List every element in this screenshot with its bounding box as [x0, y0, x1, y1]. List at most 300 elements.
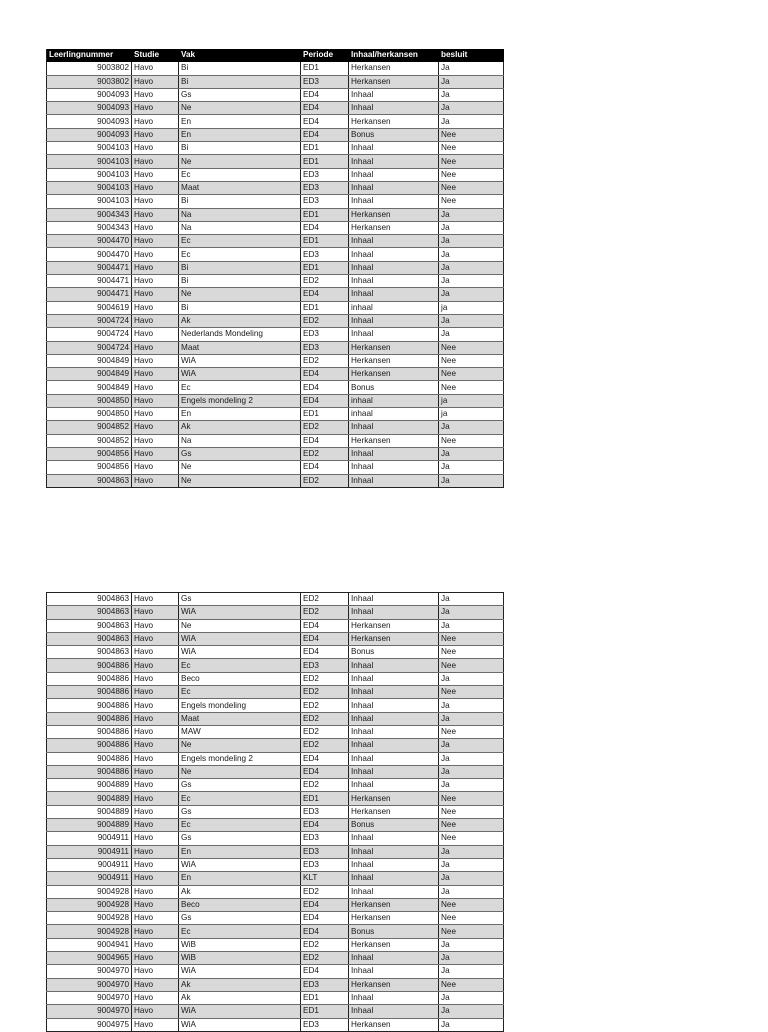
cell-inhaal-herkansen: Inhaal: [349, 739, 439, 752]
cell-vak: WiA: [179, 354, 301, 367]
cell-besluit: Ja: [439, 208, 504, 221]
cell-inhaal-herkansen: Inhaal: [349, 659, 439, 672]
cell-vak: WiA: [179, 1018, 301, 1031]
cell-leerlingnummer: 9004911: [47, 858, 132, 871]
table-row: [47, 659, 504, 672]
cell-periode: ED1: [301, 1005, 349, 1018]
cell-vak: En: [179, 408, 301, 421]
cell-inhaal-herkansen: Inhaal: [349, 965, 439, 978]
cell-inhaal-herkansen: Bonus: [349, 925, 439, 938]
cell-vak: Ak: [179, 421, 301, 434]
cell-leerlingnummer: 9003802: [47, 62, 132, 75]
cell-periode: ED1: [301, 991, 349, 1004]
cell-leerlingnummer: 9004471: [47, 288, 132, 301]
cell-besluit: Ja: [439, 461, 504, 474]
cell-studie: Havo: [132, 195, 179, 208]
cell-studie: Havo: [132, 765, 179, 778]
cell-periode: ED4: [301, 819, 349, 832]
cell-besluit: Ja: [439, 606, 504, 619]
cell-leerlingnummer: 9003802: [47, 75, 132, 88]
table-row: [47, 421, 504, 434]
cell-besluit: Ja: [439, 1005, 504, 1018]
cell-vak: WiA: [179, 368, 301, 381]
cell-leerlingnummer: 9004970: [47, 1005, 132, 1018]
cell-studie: Havo: [132, 832, 179, 845]
cell-periode: ED2: [301, 447, 349, 460]
table-row: [47, 354, 504, 367]
cell-studie: Havo: [132, 314, 179, 327]
cell-vak: WiA: [179, 646, 301, 659]
cell-besluit: Ja: [439, 221, 504, 234]
cell-inhaal-herkansen: Inhaal: [349, 593, 439, 606]
cell-leerlingnummer: 9004849: [47, 354, 132, 367]
cell-inhaal-herkansen: Inhaal: [349, 168, 439, 181]
cell-vak: Na: [179, 434, 301, 447]
cell-leerlingnummer: 9004470: [47, 248, 132, 261]
cell-vak: Na: [179, 208, 301, 221]
table-row: [47, 275, 504, 288]
cell-leerlingnummer: 9004093: [47, 128, 132, 141]
cell-besluit: Nee: [439, 181, 504, 194]
cell-besluit: ja: [439, 301, 504, 314]
cell-besluit: Ja: [439, 75, 504, 88]
cell-periode: ED2: [301, 885, 349, 898]
table-row: [47, 898, 504, 911]
cell-leerlingnummer: 9004889: [47, 805, 132, 818]
cell-vak: Ec: [179, 792, 301, 805]
cell-studie: Havo: [132, 328, 179, 341]
cell-inhaal-herkansen: Inhaal: [349, 725, 439, 738]
cell-periode: ED4: [301, 128, 349, 141]
table-row: [47, 765, 504, 778]
cell-inhaal-herkansen: Inhaal: [349, 288, 439, 301]
table-page-1: [46, 49, 504, 488]
cell-besluit: Nee: [439, 195, 504, 208]
cell-leerlingnummer: 9004093: [47, 88, 132, 101]
cell-inhaal-herkansen: Bonus: [349, 646, 439, 659]
table-row: [47, 248, 504, 261]
cell-periode: ED1: [301, 208, 349, 221]
cell-leerlingnummer: 9004471: [47, 261, 132, 274]
cell-inhaal-herkansen: Herkansen: [349, 938, 439, 951]
cell-vak: Ec: [179, 659, 301, 672]
cell-studie: Havo: [132, 1018, 179, 1031]
cell-vak: En: [179, 872, 301, 885]
cell-periode: ED2: [301, 938, 349, 951]
table-row: [47, 872, 504, 885]
table-row: [47, 832, 504, 845]
cell-vak: Ec: [179, 925, 301, 938]
table-row: [47, 341, 504, 354]
cell-leerlingnummer: 9004724: [47, 328, 132, 341]
table-row: [47, 288, 504, 301]
cell-studie: Havo: [132, 672, 179, 685]
cell-besluit: Ja: [439, 421, 504, 434]
cell-periode: ED3: [301, 659, 349, 672]
cell-inhaal-herkansen: Inhaal: [349, 155, 439, 168]
cell-besluit: Ja: [439, 1018, 504, 1031]
cell-leerlingnummer: 9004619: [47, 301, 132, 314]
table-row: [47, 991, 504, 1004]
cell-vak: Engels mondeling 2: [179, 394, 301, 407]
table-row: [47, 261, 504, 274]
cell-studie: Havo: [132, 712, 179, 725]
cell-inhaal-herkansen: Inhaal: [349, 991, 439, 1004]
cell-inhaal-herkansen: Inhaal: [349, 858, 439, 871]
cell-studie: Havo: [132, 461, 179, 474]
cell-studie: Havo: [132, 208, 179, 221]
table-row: [47, 301, 504, 314]
cell-periode: ED1: [301, 235, 349, 248]
cell-inhaal-herkansen: Inhaal: [349, 102, 439, 115]
table-body: [47, 62, 504, 488]
table-row: [47, 1005, 504, 1018]
cell-leerlingnummer: 9004343: [47, 208, 132, 221]
cell-periode: ED1: [301, 301, 349, 314]
cell-vak: Bi: [179, 195, 301, 208]
cell-vak: Ak: [179, 978, 301, 991]
cell-studie: Havo: [132, 819, 179, 832]
cell-inhaal-herkansen: Inhaal: [349, 845, 439, 858]
table-row: [47, 912, 504, 925]
cell-vak: WiA: [179, 965, 301, 978]
table-row: [47, 686, 504, 699]
table-row: [47, 328, 504, 341]
cell-leerlingnummer: 9004471: [47, 275, 132, 288]
cell-besluit: Ja: [439, 739, 504, 752]
cell-periode: ED2: [301, 606, 349, 619]
cell-periode: ED4: [301, 898, 349, 911]
cell-inhaal-herkansen: Herkansen: [349, 354, 439, 367]
cell-inhaal-herkansen: Inhaal: [349, 712, 439, 725]
cell-studie: Havo: [132, 699, 179, 712]
table-row: [47, 368, 504, 381]
cell-vak: Ec: [179, 168, 301, 181]
cell-vak: Bi: [179, 301, 301, 314]
cell-vak: MAW: [179, 725, 301, 738]
cell-vak: WiA: [179, 1005, 301, 1018]
cell-besluit: Nee: [439, 978, 504, 991]
cell-studie: Havo: [132, 725, 179, 738]
cell-besluit: Nee: [439, 792, 504, 805]
cell-periode: ED2: [301, 712, 349, 725]
cell-periode: ED1: [301, 792, 349, 805]
table-row: [47, 115, 504, 128]
cell-besluit: Nee: [439, 805, 504, 818]
cell-inhaal-herkansen: Herkansen: [349, 912, 439, 925]
header-row: [47, 49, 504, 62]
header-studie: Studie: [132, 49, 179, 62]
cell-inhaal-herkansen: Herkansen: [349, 792, 439, 805]
cell-studie: Havo: [132, 1005, 179, 1018]
cell-periode: ED2: [301, 474, 349, 487]
cell-besluit: Ja: [439, 619, 504, 632]
cell-besluit: Ja: [439, 885, 504, 898]
table-row: [47, 168, 504, 181]
table-row: [47, 142, 504, 155]
cell-studie: Havo: [132, 381, 179, 394]
table-row: [47, 858, 504, 871]
table-row: [47, 434, 504, 447]
cell-besluit: Ja: [439, 845, 504, 858]
cell-besluit: Ja: [439, 938, 504, 951]
table-row: [47, 408, 504, 421]
cell-leerlingnummer: 9004886: [47, 725, 132, 738]
cell-besluit: Ja: [439, 88, 504, 101]
cell-periode: ED4: [301, 115, 349, 128]
cell-leerlingnummer: 9004886: [47, 765, 132, 778]
cell-periode: ED3: [301, 978, 349, 991]
cell-besluit: Nee: [439, 155, 504, 168]
cell-periode: ED1: [301, 261, 349, 274]
cell-studie: Havo: [132, 408, 179, 421]
cell-studie: Havo: [132, 102, 179, 115]
cell-periode: ED4: [301, 381, 349, 394]
cell-periode: ED3: [301, 341, 349, 354]
cell-vak: WiA: [179, 632, 301, 645]
cell-besluit: Ja: [439, 765, 504, 778]
cell-periode: ED3: [301, 805, 349, 818]
cell-inhaal-herkansen: Inhaal: [349, 699, 439, 712]
cell-periode: ED3: [301, 195, 349, 208]
cell-studie: Havo: [132, 447, 179, 460]
cell-studie: Havo: [132, 912, 179, 925]
cell-studie: Havo: [132, 686, 179, 699]
cell-besluit: Ja: [439, 991, 504, 1004]
cell-vak: En: [179, 115, 301, 128]
cell-periode: ED4: [301, 434, 349, 447]
cell-studie: Havo: [132, 155, 179, 168]
cell-besluit: Nee: [439, 381, 504, 394]
header-inhaal-herkansen: Inhaal/herkansen: [349, 49, 439, 62]
cell-periode: ED4: [301, 619, 349, 632]
cell-leerlingnummer: 9004343: [47, 221, 132, 234]
cell-leerlingnummer: 9004849: [47, 368, 132, 381]
cell-leerlingnummer: 9004886: [47, 659, 132, 672]
table-row: [47, 195, 504, 208]
cell-besluit: Ja: [439, 699, 504, 712]
cell-besluit: Ja: [439, 474, 504, 487]
cell-studie: Havo: [132, 898, 179, 911]
cell-inhaal-herkansen: Herkansen: [349, 434, 439, 447]
cell-studie: Havo: [132, 368, 179, 381]
cell-periode: ED3: [301, 1018, 349, 1031]
table-row: [47, 632, 504, 645]
cell-studie: Havo: [132, 593, 179, 606]
table-row: [47, 925, 504, 938]
cell-vak: Bi: [179, 261, 301, 274]
cell-leerlingnummer: 9004889: [47, 792, 132, 805]
cell-leerlingnummer: 9004863: [47, 474, 132, 487]
table-row: [47, 181, 504, 194]
cell-vak: WiB: [179, 938, 301, 951]
cell-studie: Havo: [132, 805, 179, 818]
cell-besluit: Ja: [439, 593, 504, 606]
table-row: [47, 672, 504, 685]
cell-periode: ED4: [301, 752, 349, 765]
cell-inhaal-herkansen: Inhaal: [349, 88, 439, 101]
cell-leerlingnummer: 9004889: [47, 819, 132, 832]
table-row: [47, 779, 504, 792]
table-row: [47, 314, 504, 327]
cell-besluit: ja: [439, 408, 504, 421]
cell-inhaal-herkansen: Inhaal: [349, 195, 439, 208]
header-vak: Vak: [179, 49, 301, 62]
cell-inhaal-herkansen: Inhaal: [349, 686, 439, 699]
cell-leerlingnummer: 9004470: [47, 235, 132, 248]
cell-periode: ED2: [301, 686, 349, 699]
cell-vak: Gs: [179, 779, 301, 792]
table-row: [47, 712, 504, 725]
cell-vak: Ak: [179, 314, 301, 327]
cell-periode: ED1: [301, 142, 349, 155]
table-row: [47, 978, 504, 991]
cell-besluit: Ja: [439, 235, 504, 248]
cell-periode: ED2: [301, 699, 349, 712]
cell-besluit: ja: [439, 394, 504, 407]
cell-vak: Ne: [179, 739, 301, 752]
cell-vak: Ne: [179, 155, 301, 168]
cell-studie: Havo: [132, 938, 179, 951]
table-row: [47, 593, 504, 606]
cell-besluit: Ja: [439, 779, 504, 792]
cell-studie: Havo: [132, 261, 179, 274]
cell-leerlingnummer: 9004889: [47, 779, 132, 792]
cell-inhaal-herkansen: Inhaal: [349, 142, 439, 155]
table-row: [47, 461, 504, 474]
cell-periode: ED2: [301, 739, 349, 752]
cell-vak: Engels mondeling 2: [179, 752, 301, 765]
cell-periode: ED2: [301, 593, 349, 606]
cell-vak: Ec: [179, 235, 301, 248]
table-row: [47, 102, 504, 115]
cell-besluit: Nee: [439, 168, 504, 181]
cell-periode: ED1: [301, 408, 349, 421]
cell-studie: Havo: [132, 88, 179, 101]
cell-besluit: Nee: [439, 659, 504, 672]
cell-periode: ED2: [301, 275, 349, 288]
cell-studie: Havo: [132, 341, 179, 354]
cell-inhaal-herkansen: Herkansen: [349, 62, 439, 75]
cell-inhaal-herkansen: Inhaal: [349, 328, 439, 341]
cell-inhaal-herkansen: Herkansen: [349, 368, 439, 381]
cell-besluit: Nee: [439, 341, 504, 354]
cell-besluit: Ja: [439, 288, 504, 301]
cell-studie: Havo: [132, 885, 179, 898]
cell-periode: ED4: [301, 288, 349, 301]
cell-leerlingnummer: 9004103: [47, 142, 132, 155]
cell-inhaal-herkansen: Inhaal: [349, 314, 439, 327]
cell-inhaal-herkansen: Inhaal: [349, 885, 439, 898]
cell-vak: Gs: [179, 832, 301, 845]
cell-besluit: Ja: [439, 672, 504, 685]
cell-inhaal-herkansen: Inhaal: [349, 421, 439, 434]
cell-studie: Havo: [132, 739, 179, 752]
cell-inhaal-herkansen: Herkansen: [349, 619, 439, 632]
table-row: [47, 739, 504, 752]
cell-vak: Maat: [179, 181, 301, 194]
table-row: [47, 155, 504, 168]
cell-besluit: Nee: [439, 434, 504, 447]
cell-vak: Bi: [179, 62, 301, 75]
table-row: [47, 1018, 504, 1031]
cell-studie: Havo: [132, 779, 179, 792]
cell-vak: Ne: [179, 619, 301, 632]
cell-periode: ED4: [301, 102, 349, 115]
cell-periode: ED4: [301, 221, 349, 234]
header-leerlingnummer: Leerlingnummer: [47, 49, 132, 62]
cell-leerlingnummer: 9004724: [47, 314, 132, 327]
table-row: [47, 885, 504, 898]
cell-vak: Ne: [179, 102, 301, 115]
cell-periode: ED2: [301, 952, 349, 965]
cell-vak: WiA: [179, 606, 301, 619]
cell-periode: ED3: [301, 328, 349, 341]
cell-leerlingnummer: 9004850: [47, 394, 132, 407]
cell-leerlingnummer: 9004886: [47, 752, 132, 765]
cell-studie: Havo: [132, 952, 179, 965]
cell-besluit: Ja: [439, 952, 504, 965]
cell-inhaal-herkansen: Inhaal: [349, 765, 439, 778]
cell-besluit: Nee: [439, 128, 504, 141]
table-body: [47, 593, 504, 1032]
cell-besluit: Nee: [439, 354, 504, 367]
cell-besluit: Nee: [439, 898, 504, 911]
cell-leerlingnummer: 9004911: [47, 872, 132, 885]
cell-leerlingnummer: 9004975: [47, 1018, 132, 1031]
cell-studie: Havo: [132, 128, 179, 141]
cell-vak: Ec: [179, 381, 301, 394]
cell-besluit: Nee: [439, 925, 504, 938]
cell-periode: ED4: [301, 632, 349, 645]
cell-studie: Havo: [132, 978, 179, 991]
cell-studie: Havo: [132, 221, 179, 234]
cell-leerlingnummer: 9004886: [47, 699, 132, 712]
table-row: [47, 725, 504, 738]
cell-periode: ED3: [301, 168, 349, 181]
cell-periode: ED2: [301, 672, 349, 685]
cell-inhaal-herkansen: Herkansen: [349, 221, 439, 234]
cell-vak: En: [179, 128, 301, 141]
cell-vak: Ak: [179, 885, 301, 898]
cell-studie: Havo: [132, 181, 179, 194]
cell-besluit: Nee: [439, 368, 504, 381]
cell-leerlingnummer: 9004856: [47, 447, 132, 460]
cell-besluit: Ja: [439, 248, 504, 261]
cell-vak: Ec: [179, 686, 301, 699]
cell-vak: Beco: [179, 898, 301, 911]
table-row: [47, 75, 504, 88]
cell-leerlingnummer: 9004850: [47, 408, 132, 421]
cell-inhaal-herkansen: Inhaal: [349, 181, 439, 194]
table-row: [47, 606, 504, 619]
cell-inhaal-herkansen: Bonus: [349, 128, 439, 141]
cell-besluit: Nee: [439, 686, 504, 699]
cell-leerlingnummer: 9004928: [47, 912, 132, 925]
cell-vak: Gs: [179, 88, 301, 101]
cell-vak: Na: [179, 221, 301, 234]
cell-inhaal-herkansen: Herkansen: [349, 115, 439, 128]
cell-vak: Maat: [179, 712, 301, 725]
table-row: [47, 62, 504, 75]
cell-periode: ED2: [301, 314, 349, 327]
table-row: [47, 792, 504, 805]
table-row: [47, 88, 504, 101]
cell-periode: ED3: [301, 75, 349, 88]
cell-periode: ED2: [301, 725, 349, 738]
cell-periode: ED4: [301, 765, 349, 778]
cell-inhaal-herkansen: Inhaal: [349, 275, 439, 288]
